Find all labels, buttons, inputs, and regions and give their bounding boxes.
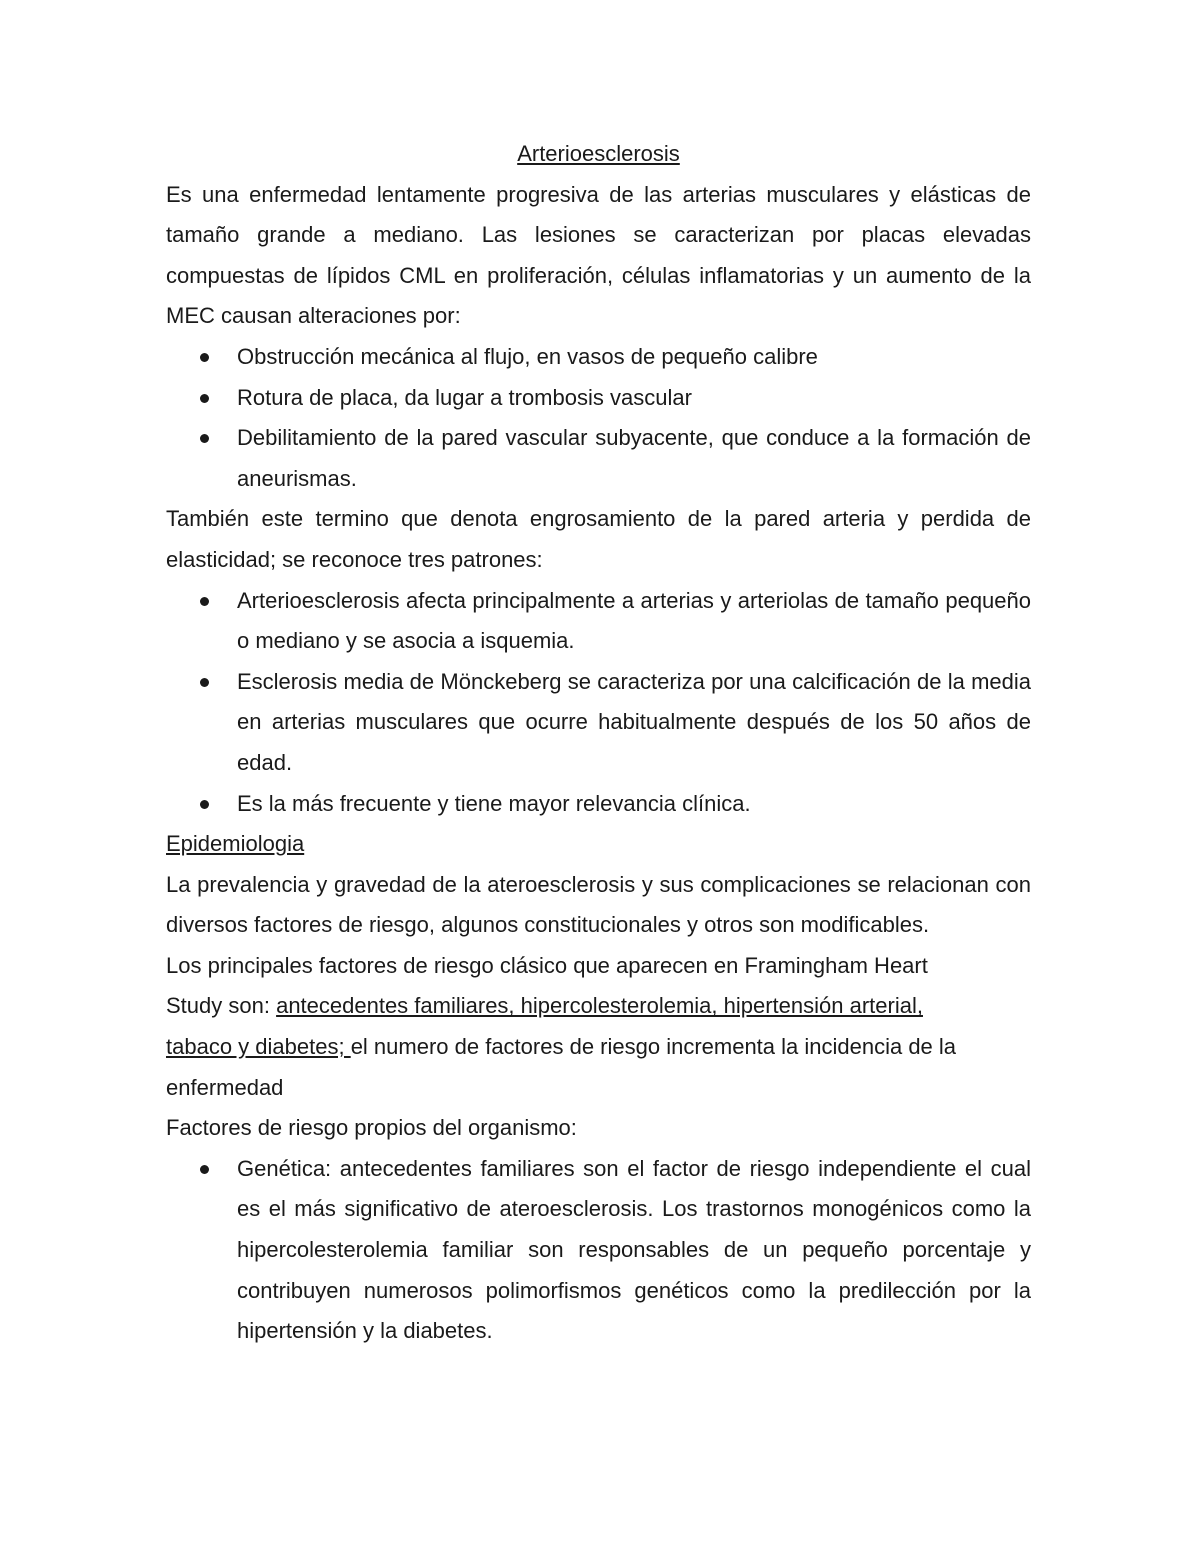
list-item: Obstrucción mecánica al flujo, en vasos de pequeño calibre xyxy=(237,343,818,369)
list-item: Es la más frecuente y tiene mayor relevancia clínica. xyxy=(237,790,751,816)
document-title: Arterioesclerosis xyxy=(517,141,680,166)
patrones-list xyxy=(166,581,1031,825)
alteraciones-list xyxy=(166,337,1031,499)
intro-paragraph: Es una enfermedad lentamente progresiva de las arterias musculares y elásticas de tamaño grande a mediano. Las lesiones se caracterizan por placas elevadas compuestas de lípidos CML en proliferación, células inflamatorias y un aumento de la MEC causan alteraciones por: xyxy=(166,181,1031,329)
risk-factors-underlined-cont: tabaco y diabetes; xyxy=(166,1034,351,1060)
epidemiologia-heading: Epidemiologia xyxy=(166,831,305,857)
list-item: Esclerosis media de Mönckeberg se caracteriza por una calcificación de la media en arterias musculares que ocurre habitualmente después de los 50 años de edad. xyxy=(237,668,1031,775)
factores-propios-list xyxy=(166,1149,1031,1352)
epidemiologia-paragraph: La prevalencia y gravedad de la ateroesclerosis y sus complicaciones se relacionan con diversos factores de riesgo, algunos constitucionales y otros son modificables. xyxy=(166,871,1031,938)
document-body xyxy=(166,134,1031,1352)
framingham-line-3: tabaco y diabetes; el numero de factores de riesgo incrementa la incidencia de la xyxy=(166,1034,957,1060)
framingham-line-1: Los principales factores de riesgo clásico que aparecen en Framingham Heart xyxy=(166,952,928,978)
risk-factors-underlined: antecedentes familiares, hipercolesterolemia, hipertensión arterial, xyxy=(276,993,923,1019)
list-item: Genética: antecedentes familiares son el factor de riesgo independiente el cual es el más significativo de ateroesclerosis. Los trastornos monogénicos como la hipercolesterolemia familiar son responsables de un pequeño porcentaje y contribuyen numerosos polimorfismos genéticos como la predilección por la hipertensión y la diabetes. xyxy=(237,1155,1031,1344)
framingham-paragraph xyxy=(166,946,1031,1108)
factores-propios-intro: Factores de riesgo propios del organismo: xyxy=(166,1115,577,1141)
patrones-intro-paragraph: También este termino que denota engrosamiento de la pared arteria y perdida de elasticidad; se reconoce tres patrones: xyxy=(166,506,1031,572)
framingham-line-4: enfermedad xyxy=(166,1074,284,1100)
list-item: Rotura de placa, da lugar a trombosis vascular xyxy=(237,384,692,410)
framingham-line-2: Study son: antecedentes familiares, hipercolesterolemia, hipertensión arterial, xyxy=(166,993,923,1019)
list-item: Debilitamiento de la pared vascular subyacente, que conduce a la formación de aneurismas. xyxy=(237,425,1031,491)
list-item: Arterioesclerosis afecta principalmente a arterias y arteriolas de tamaño pequeño o mediano y se asocia a isquemia. xyxy=(237,587,1031,654)
